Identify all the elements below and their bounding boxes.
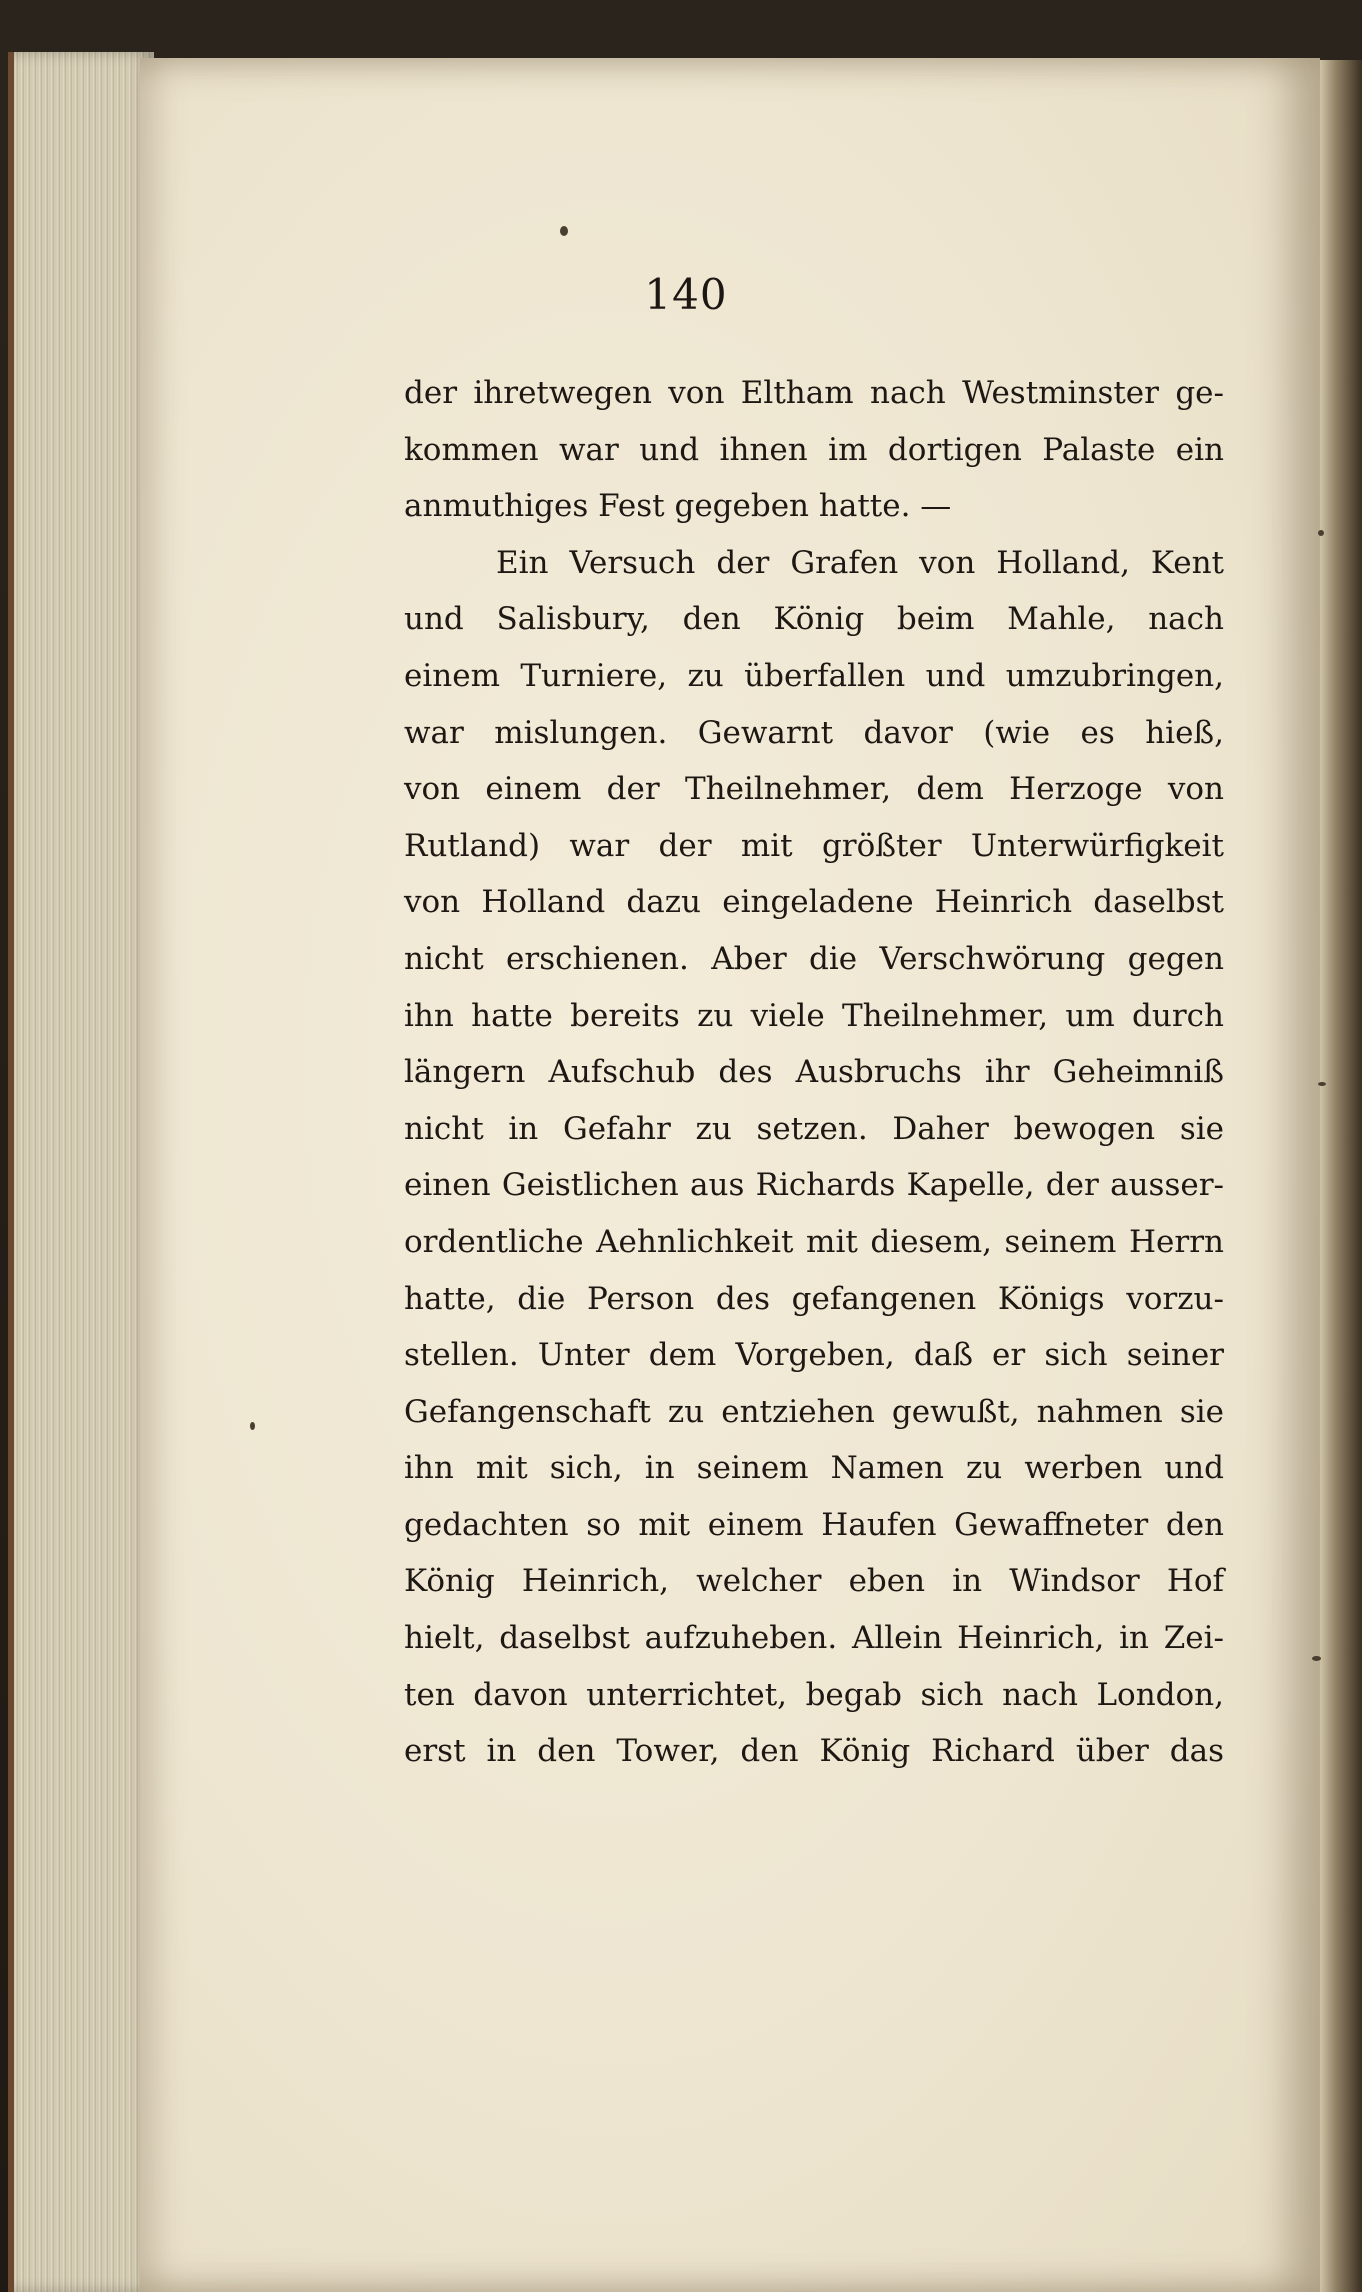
text-line: von Holland dazu eingeladene Heinrich daselbst xyxy=(404,884,1224,921)
text-line: einem Turniere, zu überfallen und umzubringen, xyxy=(404,657,1224,694)
text-line: ten davon unterrichtet, begab sich nach London, xyxy=(404,1676,1224,1713)
text-line: der ihretwegen von Eltham nach Westminster ge- xyxy=(404,375,1224,411)
text-line: anmuthiges Fest gegeben hatte. — xyxy=(404,488,952,525)
paper-speck xyxy=(1318,530,1324,536)
page-number: 140 xyxy=(644,270,728,319)
text-line: gedachten so mit einem Haufen Gewaffneter den xyxy=(404,1506,1224,1543)
text-line: hatte, die Person des gefangenen Königs vorzu- xyxy=(404,1280,1224,1317)
text-line: erst in den Tower, den König Richard über das xyxy=(404,1733,1224,1770)
body-text xyxy=(404,365,1224,1780)
text-line: kommen war und ihnen im dortigen Palaste ein xyxy=(404,431,1224,468)
text-line: längern Aufschub des Ausbruchs ihr Geheimniß xyxy=(404,1054,1224,1091)
text-line: war mislungen. Gewarnt davor (wie es hieß, xyxy=(404,714,1224,751)
text-line: und Salisbury, den König beim Mahle, nach xyxy=(404,601,1224,638)
text-line: Rutland) war der mit größter Unterwürfigkeit xyxy=(404,827,1224,864)
text-line: ihn mit sich, in seinem Namen zu werben und xyxy=(404,1450,1224,1487)
text-line: einen Geistlichen aus Richards Kapelle, der ausser- xyxy=(404,1167,1224,1204)
paper-speck xyxy=(250,1422,255,1430)
text-line: Gefangenschaft zu entziehen gewußt, nahmen sie xyxy=(404,1393,1224,1430)
paper-speck xyxy=(1318,1082,1326,1086)
text-line: ordentliche Aehnlichkeit mit diesem, seinem Herrn xyxy=(404,1223,1224,1260)
text-line: ihn hatte bereits zu viele Theilnehmer, um durch xyxy=(404,997,1224,1034)
text-line: hielt, daselbst aufzuheben. Allein Heinrich, in Zei- xyxy=(404,1620,1224,1657)
paper-speck xyxy=(560,226,568,236)
text-line: von einem der Theilnehmer, dem Herzoge von xyxy=(404,771,1224,808)
text-line: nicht erschienen. Aber die Verschwörung gegen xyxy=(404,940,1224,977)
right-gutter xyxy=(1320,60,1362,2292)
text-line: stellen. Unter dem Vorgeben, daß er sich seiner xyxy=(404,1337,1224,1374)
page-stack-edges xyxy=(8,52,154,2292)
paper-speck xyxy=(1312,1656,1321,1661)
text-line: nicht in Gefahr zu setzen. Daher bewogen sie xyxy=(404,1110,1224,1147)
text-line: König Heinrich, welcher eben in Windsor Hof xyxy=(404,1563,1224,1600)
text-line: Ein Versuch der Grafen von Holland, Kent xyxy=(496,544,1224,581)
